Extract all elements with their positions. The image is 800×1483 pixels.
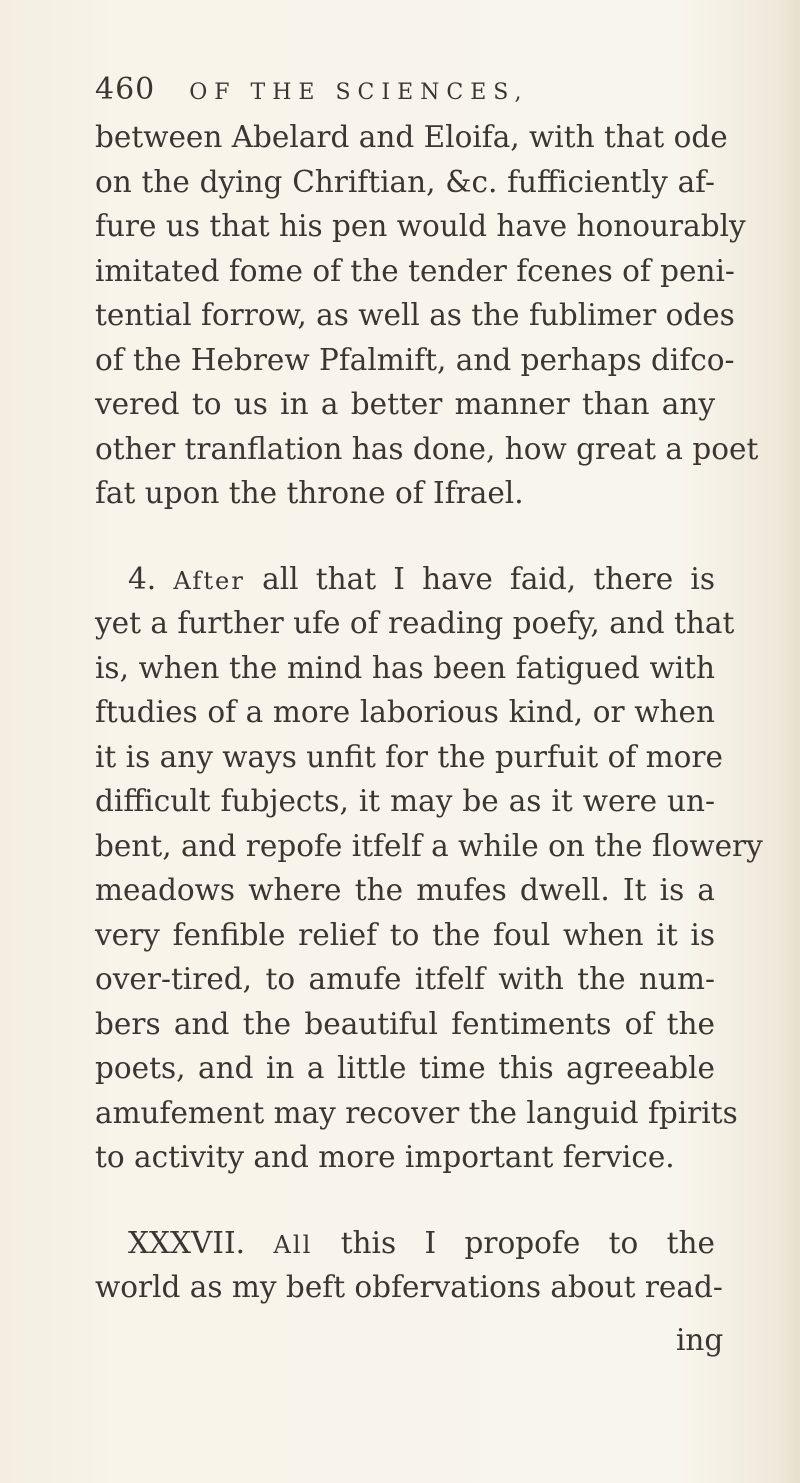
first-line-text: all that I have faid, there is xyxy=(262,561,715,596)
text-line-first xyxy=(95,1221,715,1266)
paragraph-spacer xyxy=(95,1180,715,1221)
text-line: of the Hebrew Pfalmift, and perhaps difco- xyxy=(95,342,735,377)
page-number: 460 xyxy=(95,72,156,107)
text-line: ftudies of a more laborious kind, or when xyxy=(95,695,715,729)
text-line: tential forrow, as well as the fublimer odes xyxy=(95,298,735,332)
paragraph-spacer xyxy=(95,516,715,557)
paragraph-3 xyxy=(95,1221,723,1310)
text-line: fure us that his pen would have honourably xyxy=(95,209,746,243)
text-line: vered to us in a better manner than any xyxy=(95,387,715,421)
section-number: 4. xyxy=(128,561,157,596)
text-line: it is any ways unfit for the purfuit of more xyxy=(95,739,723,774)
text-line: bers and the beautiful fentiments of the xyxy=(95,1006,715,1041)
first-line-text: this I propofe to the xyxy=(340,1225,715,1260)
text-line: between Abelard and Eloifa, with that ode xyxy=(95,120,728,154)
paragraph-2 xyxy=(95,557,763,1180)
text-line-first xyxy=(95,557,715,602)
paragraph-1 xyxy=(95,115,759,516)
running-head: OF THE SCIENCES, xyxy=(189,80,529,105)
section-number: XXXVII. xyxy=(128,1225,245,1260)
text-line: on the dying Chriftian, &c. fufficiently af- xyxy=(95,164,715,199)
text-line: difficult fubjects, it may be as it were un- xyxy=(95,784,715,818)
text-line: very fenfible relief to the foul when it is xyxy=(95,917,715,952)
text-line: poets, and in a little time this agreeable xyxy=(95,1051,715,1085)
lead-word: All xyxy=(273,1230,313,1259)
text-line: yet a further ufe of reading poefy, and that xyxy=(95,606,735,640)
text-line: meadows where the mufes dwell. It is a xyxy=(95,873,715,907)
text-line: fat upon the throne of Ifrael. xyxy=(95,476,524,510)
page-header xyxy=(95,72,529,120)
catchword: ing xyxy=(676,1323,724,1357)
lead-word: After xyxy=(173,566,245,595)
text-line: world as my beft obfervations about read- xyxy=(95,1270,723,1304)
text-line: bent, and repofe itfelf a while on the flowery xyxy=(95,828,763,863)
text-line: over-tired, to amufe itfelf with the num- xyxy=(95,962,715,996)
text-line: is, when the mind has been fatigued with xyxy=(95,650,715,685)
text-line: to activity and more important fervice. xyxy=(95,1140,675,1174)
text-line: amufement may recover the languid fpirits xyxy=(95,1095,738,1130)
text-line: other tranflation has done, how great a poet xyxy=(95,431,759,466)
text-line: imitated fome of the tender fcenes of peni- xyxy=(95,253,735,288)
page-body xyxy=(95,115,763,1310)
